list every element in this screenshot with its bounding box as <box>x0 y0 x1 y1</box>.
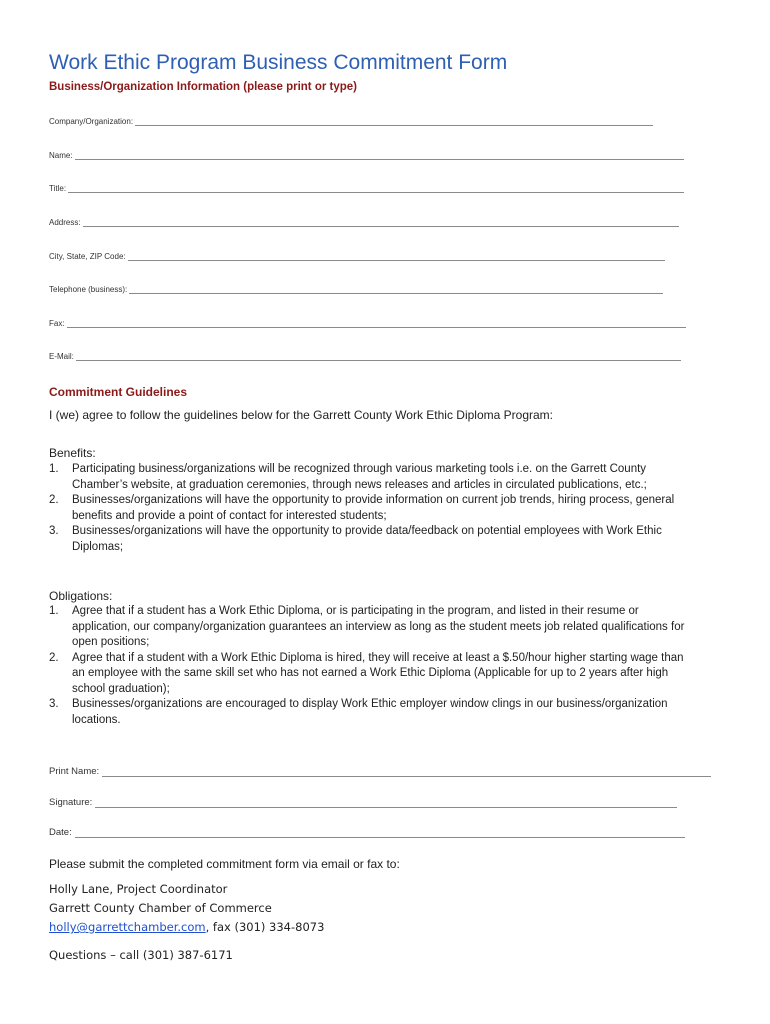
field-label: Company/Organization: <box>49 117 134 126</box>
input-line[interactable] <box>67 319 686 328</box>
title-field[interactable] <box>49 184 684 193</box>
field-label: Print Name: <box>49 766 100 777</box>
list-item <box>49 493 699 524</box>
list-text: Agree that if a student has a Work Ethic Diploma, or is participating in the program, and listed in their resume or application, our company/organization guarantees an interview as long as the student meets job related qualifications for open positions; <box>72 605 685 648</box>
field-label: Title: <box>49 184 67 193</box>
input-line[interactable] <box>75 151 684 160</box>
list-text: Participating business/organizations will be recognized through various marketing tools i.e. on the Garrett County Chamber’s website, at graduation ceremonies, through news releases and articles in circulated publications, etc.; <box>72 463 647 491</box>
section-subtitle: Business/Organization Information (please print or type) <box>49 81 357 93</box>
date-field[interactable] <box>49 827 685 838</box>
field-label: Name: <box>49 151 73 160</box>
email-link[interactable]: holly@garrettchamber.com <box>49 920 206 934</box>
benefits-label: Benefits: <box>49 446 96 460</box>
company-organization-field[interactable] <box>49 117 653 126</box>
field-label: E-Mail: <box>49 352 74 361</box>
form-title: Work Ethic Program Business Commitment Form <box>49 51 508 74</box>
input-line[interactable] <box>95 798 677 808</box>
input-line[interactable] <box>129 285 663 294</box>
list-item <box>49 524 699 555</box>
list-number: 1. <box>49 463 59 475</box>
list-number: 3. <box>49 525 59 537</box>
field-label: City, State, ZIP Code: <box>49 252 126 261</box>
list-text: Agree that if a student with a Work Ethic Diploma is hired, they will receive at least a $.50/hour higher starting wage than an employee with the same skill set who has not earned a Work Ethic Diploma (Applicable for up to 2 years after high school graduation); <box>72 651 684 695</box>
list-number: 1. <box>49 605 59 617</box>
list-item <box>49 604 699 651</box>
submission-instructions: Please submit the completed commitment form via email or fax to: <box>49 857 400 871</box>
obligations-list <box>49 604 699 728</box>
field-label: Signature: <box>49 797 93 808</box>
benefits-list <box>49 462 699 555</box>
list-text: Businesses/organizations will have the opportunity to provide data/feedback on potential employees with Work Ethic Diplomas; <box>72 525 662 553</box>
input-line[interactable] <box>128 252 665 261</box>
guidelines-intro: I (we) agree to follow the guidelines below for the Garrett County Work Ethic Diploma Program: <box>49 408 553 422</box>
fax-field[interactable] <box>49 319 686 328</box>
input-line[interactable] <box>135 117 653 126</box>
list-number: 2. <box>49 651 59 664</box>
address-field[interactable] <box>49 218 679 227</box>
print-name-field[interactable] <box>49 766 711 777</box>
list-text: Businesses/organizations are encouraged to display Work Ethic employer window clings in our business/organization locations. <box>72 698 668 726</box>
questions-phone: Questions – call (301) 387-6171 <box>49 948 233 962</box>
list-item <box>49 697 699 728</box>
list-item <box>49 462 699 493</box>
input-line[interactable] <box>75 828 685 838</box>
input-line[interactable] <box>83 218 679 227</box>
input-line[interactable] <box>68 184 684 193</box>
list-number: 2. <box>49 494 59 506</box>
email-field[interactable] <box>49 352 681 361</box>
field-label: Address: <box>49 218 81 227</box>
field-label: Telephone (business): <box>49 285 128 294</box>
field-label: Fax: <box>49 319 65 328</box>
obligations-label: Obligations: <box>49 589 113 603</box>
fax-number: , fax (301) 334-8073 <box>205 920 325 934</box>
field-label: Date: <box>49 827 72 838</box>
input-line[interactable] <box>102 767 711 777</box>
contact-organization: Garrett County Chamber of Commerce <box>49 901 272 915</box>
list-text: Businesses/organizations will have the opportunity to provide information on current job trends, hiring process, general benefits and provide a point of contact for interested students; <box>72 494 675 522</box>
list-item <box>49 651 699 698</box>
city-state-zip-field[interactable] <box>49 252 665 261</box>
contact-email-fax <box>49 920 324 934</box>
telephone-field[interactable] <box>49 285 663 294</box>
signature-field[interactable] <box>49 797 677 808</box>
contact-name: Holly Lane, Project Coordinator <box>49 882 228 896</box>
commitment-guidelines-heading: Commitment Guidelines <box>49 385 188 399</box>
name-field[interactable] <box>49 151 684 160</box>
list-number: 3. <box>49 698 59 710</box>
input-line[interactable] <box>76 352 681 361</box>
